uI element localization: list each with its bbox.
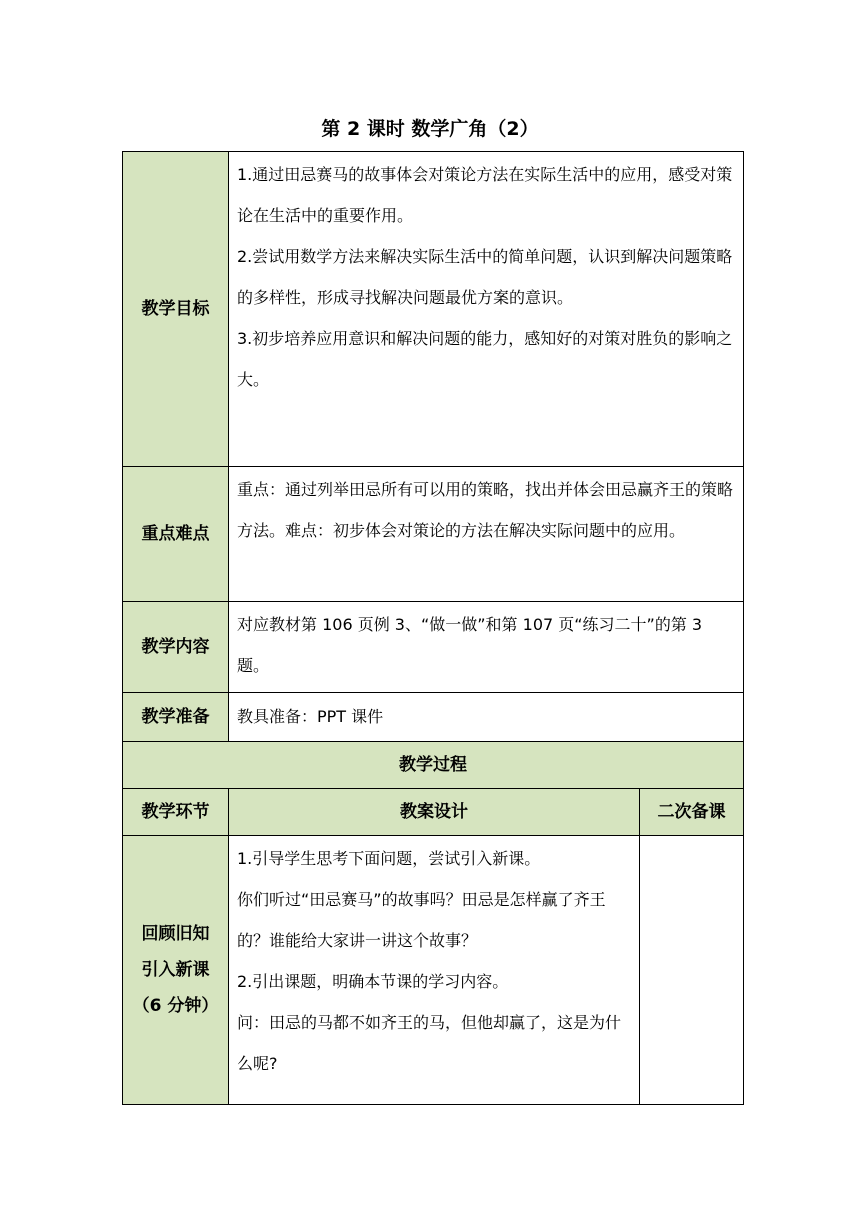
stage1-notes: [640, 836, 744, 1105]
objectives-content: [229, 152, 744, 467]
stage1-design: [229, 836, 640, 1105]
stage1-label-line: （6 分钟）: [132, 996, 219, 1016]
stage1-item: 2.引出课题，明确本节课的学习内容。: [237, 972, 509, 991]
content-row: [123, 602, 744, 693]
stage1-item: 1.引导学生思考下面问题，尝试引入新课。: [237, 849, 541, 868]
objective-item: 2.尝试用数学方法来解决实际生活中的简单问题，认识到解决问题策略的多样性，形成寻找解决问题最优方案的意识。: [237, 247, 733, 307]
process-header-row: [123, 742, 744, 789]
column-header-row: [123, 789, 744, 836]
preparation-text: 教具准备：PPT 课件: [237, 707, 384, 726]
stage1-label: [123, 836, 229, 1105]
stage1-item: 问：田忌的马都不如齐王的马，但他却赢了，这是为什么呢?: [237, 1013, 622, 1073]
stage-column-header: 教学环节: [123, 789, 229, 836]
key-points-label: 重点难点: [123, 467, 229, 602]
content-content: [229, 602, 744, 693]
stage1-label-line: 回顾旧知: [141, 924, 210, 944]
content-text: 对应教材第 106 页例 3、“做一做”和第 107 页“练习二十”的第 3 题。: [237, 615, 703, 675]
stage1-item: 你们听过“田忌赛马”的故事吗？田忌是怎样赢了齐王的？谁能给大家讲一讲这个故事？: [237, 890, 606, 950]
objectives-label: 教学目标: [123, 152, 229, 467]
content-label: 教学内容: [123, 602, 229, 693]
stage1-label-line: 引入新课: [141, 960, 210, 980]
preparation-row: [123, 693, 744, 742]
key-points-content: [229, 467, 744, 602]
key-points-text: 重点：通过列举田忌所有可以用的策略，找出并体会田忌赢齐王的策略方法。难点：初步体会对策论的方法在解决实际问题中的应用。: [237, 480, 734, 540]
notes-column-header: 二次备课: [640, 789, 744, 836]
design-column-header: 教案设计: [229, 789, 640, 836]
objective-item: 1.通过田忌赛马的故事体会对策论方法在实际生活中的应用，感受对策论在生活中的重要作用。: [237, 165, 733, 225]
stage1-row: [123, 836, 744, 1105]
key-points-row: [123, 467, 744, 602]
objective-item: 3.初步培养应用意识和解决问题的能力，感知好的对策对胜负的影响之大。: [237, 329, 733, 389]
objectives-row: [123, 152, 744, 467]
preparation-label: 教学准备: [123, 693, 229, 742]
lesson-plan-table: [122, 151, 744, 1105]
page-title: 第 2 课时 数学广角（2）: [321, 118, 539, 140]
preparation-content: [229, 693, 744, 742]
process-header: 教学过程: [123, 742, 744, 789]
